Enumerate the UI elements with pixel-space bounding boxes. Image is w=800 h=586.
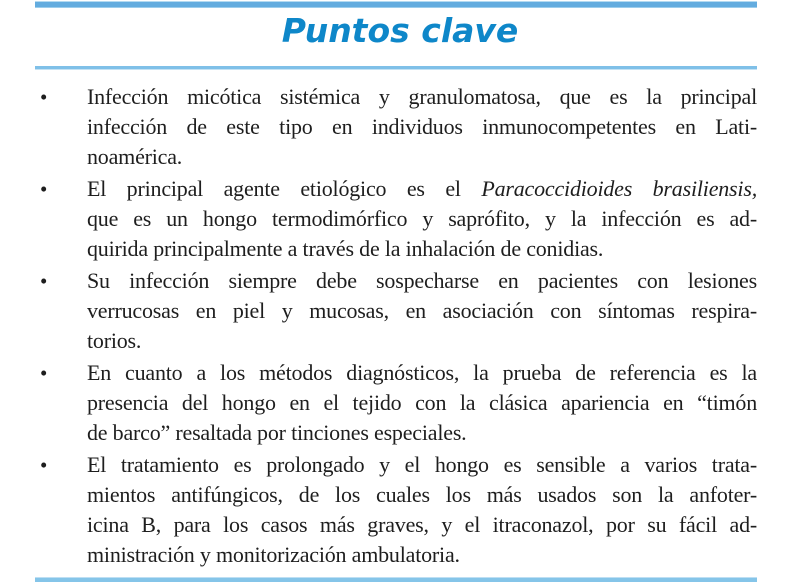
page-title: Puntos clave: [281, 11, 519, 50]
bullet-line: icina B, para los casos más graves, y el itraconazol, por su fácil ad-: [87, 512, 757, 537]
bullet-text: [87, 450, 757, 570]
bullet-line: presencia del hongo en el tejido con la clásica apariencia en “timón: [87, 390, 757, 415]
bullet-line: que es un hongo termodimórfico y saprófito, y la infección es ad-: [87, 206, 757, 231]
bullet-marker: •: [40, 85, 48, 109]
bullet-text: [87, 358, 757, 448]
key-points-list: [40, 82, 757, 572]
title-divider-rule: [35, 66, 757, 69]
list-item: [40, 358, 757, 448]
bullet-text: [87, 82, 757, 172]
bullet-line: verrucosas en piel y mucosas, en asociación con síntomas respira-: [87, 298, 757, 323]
bullet-line: [87, 174, 757, 204]
bullet-line: de barco” resaltada por tinciones especiales.: [87, 420, 467, 445]
list-item: [40, 266, 757, 356]
bullet-line-regular: El principal agente etiológico es el: [87, 176, 482, 201]
bullet-line: En cuanto a los métodos diagnósticos, la prueba de referencia es la: [87, 360, 757, 385]
bullet-line: quirida principalmente a través de la inhalación de conidias.: [87, 236, 604, 261]
bullet-line: infección de este tipo en individuos inmunocompetentes en Lati-: [87, 114, 757, 139]
bullet-line: Su infección siempre debe sospecharse en pacientes con lesiones: [87, 268, 757, 293]
bullet-line: Infección micótica sistémica y granulomatosa, que es la principal: [87, 84, 757, 109]
bullet-text: [87, 174, 757, 264]
bullet-text: [87, 266, 757, 356]
bottom-rule: [35, 578, 757, 582]
bullet-line: torios.: [87, 328, 142, 353]
list-item: [40, 82, 757, 172]
bullet-line: El tratamiento es prolongado y el hongo es sensible a varios trata-: [87, 452, 757, 477]
list-item: [40, 174, 757, 264]
top-rule: [35, 2, 757, 7]
bullet-marker: •: [40, 177, 48, 201]
bullet-marker: •: [40, 269, 48, 293]
species-name: Paracoccidioides brasiliensis,: [481, 176, 757, 201]
bullet-line: ministración y monitorización ambulatoria.: [87, 542, 460, 567]
list-item: [40, 450, 757, 570]
bullet-line: mientos antifúngicos, de los cuales los más usados son la anfoter-: [87, 482, 757, 507]
bullet-marker: •: [40, 361, 48, 385]
bullet-marker: •: [40, 453, 48, 477]
bullet-line: noamérica.: [87, 144, 183, 169]
